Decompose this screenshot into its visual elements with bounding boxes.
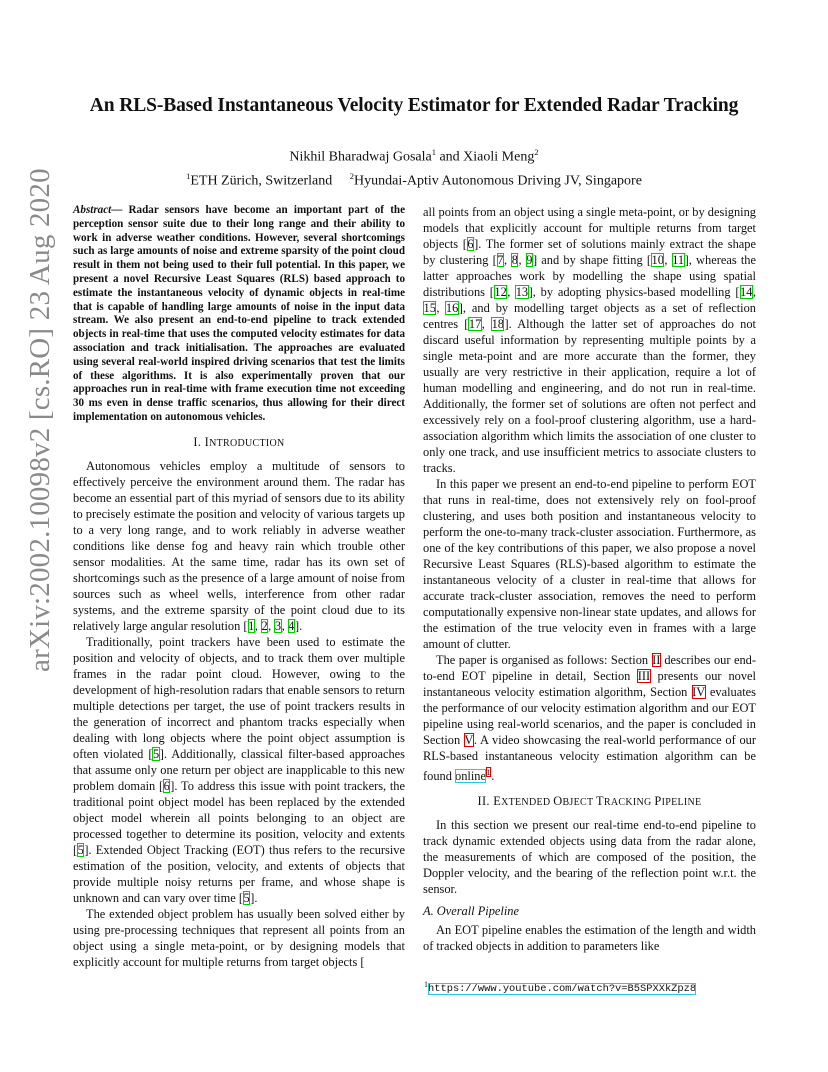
citation-link[interactable]: 11 bbox=[672, 253, 685, 267]
footnote bbox=[424, 980, 764, 995]
citation-link[interactable]: 1 bbox=[248, 618, 255, 633]
affiliations bbox=[0, 167, 828, 191]
citation-link[interactable]: 5 bbox=[243, 890, 250, 905]
intro-paragraph-3-cont: all points from an object using a single meta-point, or by designing models that explicitly account for multiple returns from target objects [6]. The former set of solutions mainly extract the shape by clustering [7, 8, 9] and by shape fitting [10, 11], whereas the latter approaches work by modelling the shape using spatial distributions [12, 13], by adopting physics-based modelling [14, 15, 16], and by modelling target objects as a set of reflection centres [17, 18]. Although the latter set of approaches do not discard useful information by representing multiple points by a single meta-point and are more accurate than the former, they usually are very restrictive in their application, require a lot of human modelling and engineering, and do not run in real-time. Additionally, the former set of solutions are often not perfect and excessively rely on a fool-proof clustering algorithm, use a hard-association algorithm which limits the association of one cluster to only one track, and use insufficient metrics to associate clusters to tracks. bbox=[423, 205, 756, 475]
intro-p5-text-6: . bbox=[491, 769, 495, 784]
intro-p3-text-1: The extended object problem has usually been solved either by using pre-processing techniques that represent all points from an object using a single meta-point, or by designing models that explicitly account for multiple returns from target objects [ bbox=[73, 906, 405, 969]
paper-title: An RLS-Based Instantaneous Velocity Estimator for Extended Radar Tracking bbox=[89, 95, 739, 116]
citation-link[interactable]: 2 bbox=[261, 618, 268, 633]
video-link[interactable]: online bbox=[455, 769, 486, 784]
footnote-marker[interactable]: 1 bbox=[486, 767, 491, 777]
citation-link[interactable]: 14 bbox=[740, 285, 753, 299]
section-2-number: II. E bbox=[477, 794, 502, 809]
author-1-sup: 1 bbox=[431, 147, 436, 157]
section-2-cap-t: T bbox=[596, 794, 604, 809]
citation-link[interactable]: 16 bbox=[445, 301, 459, 315]
citation-link[interactable]: 9 bbox=[526, 253, 533, 267]
author-2-sup: 2 bbox=[534, 147, 539, 157]
author-2: and Xiaoli Meng bbox=[435, 149, 535, 165]
intro-p2-text-2: ]. Additionally, classical filter-based approaches that assume only one return per object are inapplicable to this new problem domain [ bbox=[73, 746, 405, 793]
subsection-a-paragraph: An EOT pipeline enables the estimation of the length and width of tracked objects in addition to parameters like bbox=[423, 923, 756, 954]
affiliation-2: Hyundai-Aptiv Autonomous Driving JV, Singapore bbox=[354, 173, 642, 189]
section-2-word-3: RACKING bbox=[603, 797, 655, 809]
intro-paragraph-5 bbox=[423, 652, 756, 784]
citation-link[interactable]: 4 bbox=[288, 618, 295, 633]
intro-p5-text-1: The paper is organised as follows: Section bbox=[436, 653, 652, 667]
citation-link[interactable]: 8 bbox=[511, 253, 518, 267]
citation-link[interactable]: 3 bbox=[274, 618, 282, 633]
citation-link[interactable]: 17 bbox=[468, 317, 482, 331]
section-2-word-4: IPELINE bbox=[661, 797, 702, 809]
footnote-url-link[interactable]: https://www.youtube.com/watch?v=B5SPXXkZpz8 bbox=[428, 983, 697, 996]
citation-link[interactable]: 6 bbox=[163, 778, 170, 793]
citation-link[interactable]: 12 bbox=[494, 285, 507, 299]
intro-p3-text-6: ], and by modelling target objects as a set of reflection centres [ bbox=[423, 301, 756, 331]
footnote-number: 1 bbox=[424, 980, 428, 989]
intro-p5-text-5: . A video showcasing the real-world performance of our RLS-based instantaneous velocity estimation algorithm can be found bbox=[423, 733, 757, 784]
intro-p2-text-5: ]. bbox=[250, 890, 258, 905]
intro-p2-text-4: ]. Extended Object Tracking (EOT) thus refers to the recursive estimation of the position, velocity, and extents of objects that provide multiple noisy returns per frame, and whose shape is unknown and can vary over time [ bbox=[73, 842, 405, 905]
arxiv-identifier: arXiv:2002.10098v2 [cs.RO] 23 Aug 2020 bbox=[24, 168, 56, 672]
intro-p3-text-3: ] and by shape fitting [ bbox=[532, 253, 651, 267]
section-heading-introduction bbox=[73, 434, 405, 452]
section-2-word-1: XTENDED bbox=[501, 797, 554, 809]
affiliation-1: ETH Zürich, Switzerland bbox=[190, 173, 333, 189]
citation-link[interactable]: 7 bbox=[497, 253, 504, 267]
section-1-name: NTRODUCTION bbox=[209, 437, 285, 449]
intro-p3-text-2: ]. The former set of solutions mainly extract the shape by clustering [ bbox=[423, 237, 756, 267]
intro-p2-text-3: ]. To address this issue with point trackers, the traditional point object model has been replaced by the extended object model wherein all points belonging to an object are processed together to determine its position, velocity and extents [ bbox=[73, 778, 406, 857]
section-link[interactable]: V bbox=[464, 733, 474, 747]
citation-link[interactable]: 5 bbox=[152, 746, 160, 761]
subsection-heading-overall-pipeline: A. Overall Pipeline bbox=[423, 904, 519, 919]
right-column bbox=[423, 204, 756, 954]
intro-p5-text-3: presents our novel instantaneous velocity estimation algorithm, Section bbox=[423, 669, 756, 699]
intro-p3-text-4: ], whereas the latter approaches work by modelling the shape using spatial distributions [ bbox=[423, 253, 756, 299]
intro-p5-text-4: evaluates the performance of our velocity estimation algorithm and our EOT pipeline using real-world scenarios, and the paper is concluded in Section bbox=[423, 685, 756, 747]
citation-link[interactable]: 18 bbox=[491, 317, 504, 331]
intro-paragraph-1: Autonomous vehicles employ a multitude of sensors to effectively perceive the environment around them. The radar has become an essential part of this myriad of sensors due to its ability to precisely estimate the position and velocity of various targets up to a very long range, and to work reliably in adverse weather conditions like dense fog and heavy rain which trouble other sensor modalities. At the same time, radar has its own set of shortcomings such as the presence of a large amount of noise from sources such as wheel wells, interference from other radar systems, and the extreme sparsity of the point cloud due to its relatively large angular resolution [1, 2, 3, 4]. bbox=[73, 458, 405, 633]
citation-link[interactable]: 5 bbox=[77, 842, 84, 857]
section-2-cap-p: P bbox=[654, 794, 662, 809]
citation-link[interactable]: 10 bbox=[651, 253, 664, 267]
section-1-number: I. I bbox=[193, 434, 210, 449]
intro-paragraph-3-start bbox=[73, 906, 405, 970]
author-names bbox=[0, 143, 828, 167]
intro-p3-text-5: ], by adopting physics-based modelling [ bbox=[528, 285, 740, 299]
section-2-cap-o: O bbox=[553, 794, 563, 809]
section-heading-eot-pipeline bbox=[423, 793, 756, 811]
intro-p3-text-7: ]. Although the latter set of approaches do not discard useful information by representing multiple points by a single meta-point and are more accurate than the former, they usually are very restrictive in their application, require a lot of human modelling and engineering, and do not run in real-time. Additionally, the former set of solutions are often not perfect and excessively rely on a fool-proof clustering algorithm, use a hard-association algorithm which limits the association of one cluster to only one track, and use insufficient metrics to associate clusters to tracks. bbox=[423, 317, 756, 475]
section-link[interactable]: II bbox=[652, 653, 661, 667]
section-link[interactable]: IV bbox=[692, 685, 706, 699]
author-block bbox=[0, 143, 828, 190]
intro-p1-text: Autonomous vehicles employ a multitude of sensors to effectively perceive the environment around them. The radar has become an essential part of this myriad of sensors due to its ability to precisely estimate the position and velocity of various targets up to a very long range, and to work reliably in adverse weather conditions like dense fog and heavy rain which trouble other sensor modalities. At the same time, radar has its own set of shortcomings such as the presence of a large amount of noise from sources such as wheel wells, interference from other radar systems, and the extreme sparsity of the point cloud due to its relatively large angular resolution [ bbox=[73, 458, 405, 633]
intro-p5-text-2: describes our end-to-end EOT pipeline in detail, Section bbox=[423, 653, 756, 683]
intro-paragraph-2 bbox=[73, 634, 405, 906]
aff-1-sup: 1 bbox=[186, 170, 191, 181]
section-2-word-2: BJECT bbox=[562, 797, 597, 809]
abstract-lead: Abstract bbox=[73, 204, 112, 216]
citation-link[interactable]: 15 bbox=[423, 301, 436, 315]
intro-p2-text-1: Traditionally, point trackers have been used to estimate the position and velocity of objects, and to track them over multiple frames in the radar point cloud. However, owing to the development of high-resolution radars that enable sensors to return multiple detections per target, the use of point trackers results in the generation of incorrect and phantom tracks especially when dealing with long objects where the point object assumption is often violated [ bbox=[73, 634, 405, 761]
left-column bbox=[73, 204, 405, 970]
aff-2-sup: 2 bbox=[349, 170, 354, 181]
section-2-paragraph: In this section we present our real-time end-to-end pipeline to track dynamic extended objects using data from the radar alone, the measurements of which are composed of the position, the Doppler velocity, and the bearing of the reflection point w.r.t. the sensor. bbox=[423, 818, 756, 897]
author-1: Nikhil Bharadwaj Gosala bbox=[289, 149, 432, 165]
section-link[interactable]: III bbox=[637, 669, 651, 683]
abstract-text: — Radar sensors have become an important part of the perception sensor suite due to their long range and their ability to work in adverse weather conditions. However, several shortcomings such as large amounts of noise and extreme sparsity of the point cloud result in them not being used to their full potential. In this paper, we present a novel Recursive Least Squares (RLS) based approach to estimate the instantaneous velocity of dynamic objects in real-time that is capable of handling large amounts of noise in the input data stream. We also present an end-to-end pipeline to track extended objects in real-time that uses the computed velocity estimates for data association and track initialisation. The approaches are evaluated using several real-world inspired driving scenarios that test the limits of these algorithms. It is also experimentally proven that our approaches run in real-time with frame execution time not exceeding 30 ms even in dense traffic scenarios, thus allowing for their direct implementation on autonomous vehicles. bbox=[73, 204, 405, 423]
intro-paragraph-4: In this paper we present an end-to-end pipeline to perform EOT that runs in real-time, does not extensively rely on fool-proof clustering, and uses both position and instantaneous velocity to perform the one-to-many track-cluster association. Furthermore, as one of the key contributions of this paper, we also propose a novel Recursive Least Squares (RLS)-based algorithm to estimate the instantaneous velocity of a cluster in real-time that allows for accurate track-cluster association, removes the need to perform computationally expensive non-linear state updates, and allows for the estimation of the true velocity even in frames with a large amount of clutter. bbox=[423, 477, 756, 651]
citation-link[interactable]: 13 bbox=[515, 285, 529, 299]
abstract bbox=[73, 204, 405, 425]
citation-link[interactable]: 6 bbox=[467, 237, 474, 251]
